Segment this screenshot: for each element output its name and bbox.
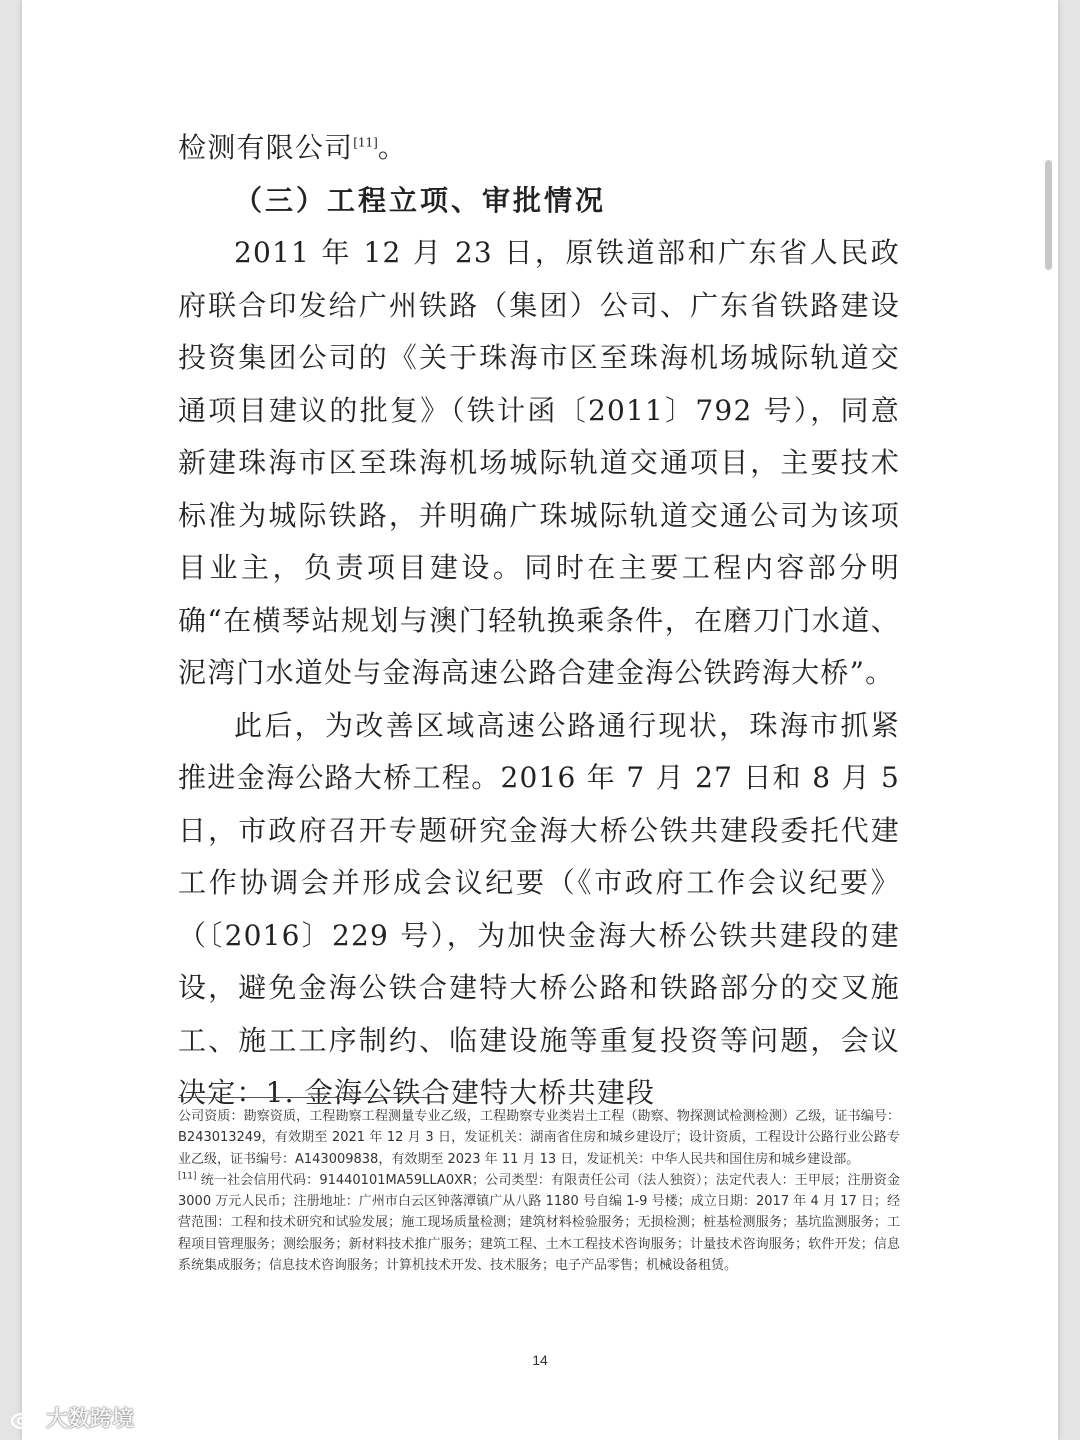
- scrollbar-thumb[interactable]: [1045, 160, 1052, 270]
- watermark-text: 大数跨境: [46, 1407, 135, 1432]
- section-heading: （三）工程立项、审批情况: [234, 183, 607, 217]
- footnote-continued: 公司资质：勘察资质，工程勘察工程测量专业乙级，工程勘察专业类岩土工程（勘察、物探测试检测检测）乙级，证书编号：B243013249，有效期至 2021 年 12 月 3 日，发证机关：湖南省住房和城乡建设厅；设计资质，工程设计公路行业公路专业乙级，证书编号：A143009838，有效期至 2023 年 11 月 13 日，发证机关：中华人民共和国住房和城乡建设部。: [178, 1109, 900, 1167]
- reference-mark: [11]: [353, 135, 378, 150]
- paragraph-approval: 2011 年 12 月 23 日，原铁道部和广东省人民政府联合印发给广州铁路（集团）公司、广东省铁路建设投资集团公司的《关于珠海市区至珠海机场城际轨道交通项目建议的批复》（铁计函〔2011〕792 号），同意新建珠海市区至珠海机场城际轨道交通项目，主要技术标准为城际铁路，并明确广珠城际轨道交通公司为该项目业主，负责项目建设。同时在主要工程内容部分明确“在横琴站规划与澳门轻轨换乘条件，在磨刀门水道、泥湾门水道处与金海高速公路合建金海公铁跨海大桥”。: [178, 236, 900, 689]
- paragraph-continued: 检测有限公司[11]。: [178, 131, 408, 164]
- document-body: [178, 122, 900, 1120]
- footnotes: [178, 1106, 900, 1276]
- footnote-11: [11] 统一社会信用代码：91440101MA59LLA0XR；公司类型：有限责任公司（法人独资）；法定代表人：王甲辰；注册资金 3000 万元人民币；注册地址：广州市白云区钟落潭镇广从八路 1180 号自编 1-9 号楼；成立日期：2017 年 4 月 17 日；经营范围：工程和技术研究和试验发展；施工现场质量检测；建筑材料检验服务；无损检测；桩基检测服务；基坑监测服务；工程项目管理服务；测绘服务；新材料技术推广服务；建筑工程、土木工程技术咨询服务；计量技术咨询服务；软件开发；信息系统集成服务；信息技术咨询服务；计算机技术开发、技术服务；电子产品零售；机械设备租赁。: [178, 1171, 900, 1274]
- weibo-logo-icon: [10, 1406, 40, 1430]
- footnote-mark: [11]: [178, 1171, 197, 1182]
- watermark: [10, 1402, 134, 1433]
- paragraph-meeting: 此后，为改善区域高速公路通行现状，珠海市抓紧推进金海公路大桥工程。2016 年 7 月 27 日和 8 月 5 日，市政府召开专题研究金海大桥公铁共建段委托代建工作协调会并形成会议纪要（《市政府工作会议纪要》（〔2016〕229 号），为加快金海大桥公铁共建段的建设，避免金海公铁合建特大桥公路和铁路部分的交叉施工、施工工序制约、临建设施等重复投资等问题，会议决定：1. 金海公铁合建特大桥共建段: [178, 708, 900, 1109]
- page-number: 14: [532, 1352, 548, 1368]
- footnote-divider: [178, 1097, 428, 1098]
